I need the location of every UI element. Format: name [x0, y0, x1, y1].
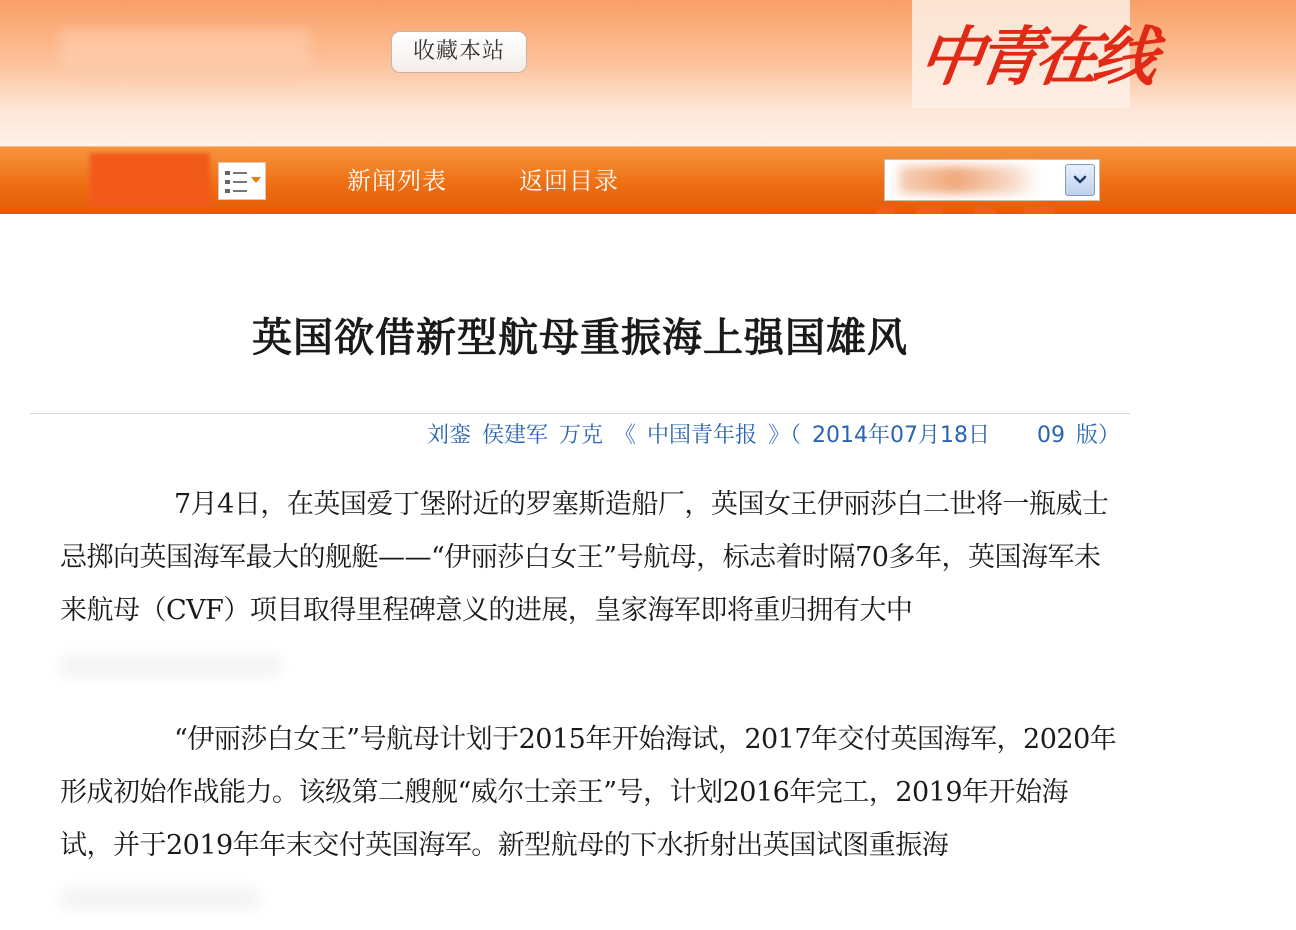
byline-authors: 刘銮 侯建军 万克 — [426, 423, 603, 448]
article-paragraph: “伊丽莎白女王”号航母计划于2015年开始海试，2017年交付英国海军，2020年形成初始作战能力。该级第二艘舰“威尔士亲王”号，计划2016年完工，2019年开始海试，并于2019年年末交付英国海军。新型航母的下水折射出英国试图重振海 — [60, 724, 1117, 861]
faded-text-line — [60, 655, 280, 677]
title-divider — [30, 413, 1130, 414]
byline-source-close: 》（ — [767, 423, 801, 448]
article-paragraph: 7月4日，在英国爱丁堡附近的罗塞斯造船厂，英国女王伊丽莎白二世将一瓶威士忌掷向英国海军最大的舰艇——“伊丽莎白女王”号航母，标志着时隔70多年，英国海军未来航母（CVF）项目取得里程碑意义的进展，皇家海军即将重归拥有大中 — [60, 489, 1109, 626]
nav-bar — [0, 146, 1296, 214]
byline-source[interactable]: 中国青年报 — [646, 423, 757, 448]
redacted-select-value — [899, 166, 1039, 194]
byline-page: 09 — [1036, 423, 1065, 448]
redacted-nav-area — [90, 153, 210, 207]
select-dropdown-button[interactable] — [1065, 164, 1095, 196]
byline-source-open: 《 — [613, 423, 636, 448]
nav-back-to-index-link[interactable]: 返回目录 — [519, 167, 619, 195]
article-byline — [427, 420, 1120, 452]
channel-select[interactable] — [884, 159, 1100, 201]
site-header — [0, 0, 1296, 146]
article-title: 英国欲借新型航母重振海上强国雄风 — [252, 315, 908, 361]
chevron-down-icon — [1073, 175, 1087, 185]
redacted-header-area — [60, 30, 310, 70]
byline-page-suffix: 版） — [1075, 423, 1120, 448]
byline-date: 2014年07月18日 — [812, 423, 990, 448]
nav-news-list-link[interactable]: 新闻列表 — [347, 167, 447, 195]
bookmark-site-button[interactable]: 收藏本站 — [391, 31, 527, 73]
cropped-text-fragments — [876, 206, 1066, 222]
faded-text-line — [60, 888, 260, 910]
site-logo[interactable] — [912, 0, 1157, 108]
dropdown-arrow-icon — [251, 177, 261, 183]
list-menu-icon[interactable] — [218, 162, 266, 200]
logo-text: 中青在线 — [913, 20, 1157, 95]
